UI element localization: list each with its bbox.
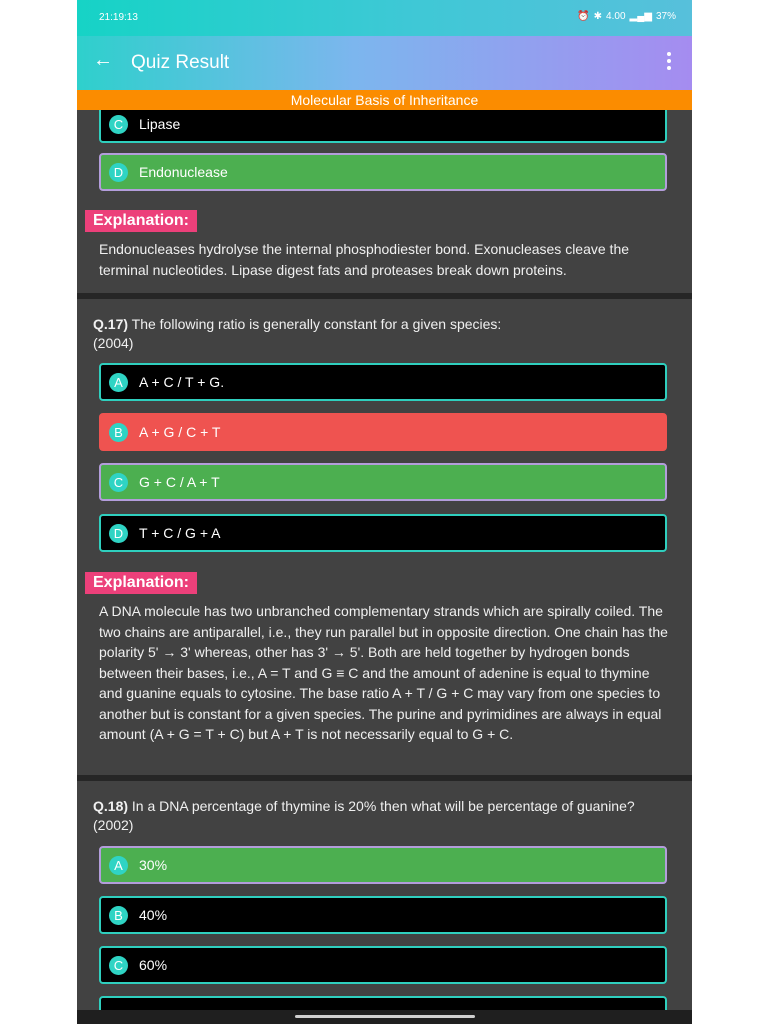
phone-screen <box>77 0 692 1024</box>
battery-level: 37% <box>655 11 676 22</box>
option-d-correct[interactable] <box>99 153 667 191</box>
option-text: Lipase <box>139 116 181 132</box>
subject-banner: Molecular Basis of Inheritance <box>77 90 692 110</box>
question-card-17 <box>77 299 692 775</box>
option-a-correct[interactable] <box>99 846 667 884</box>
question-card-16 <box>77 110 692 293</box>
option-letter: D <box>109 163 128 182</box>
option-letter: A <box>109 373 128 392</box>
option-text: 30% <box>139 857 168 873</box>
option-letter: C <box>109 473 128 492</box>
option-b[interactable] <box>99 896 667 934</box>
app-bar <box>77 36 692 90</box>
option-letter: C <box>109 115 128 134</box>
option-c[interactable] <box>99 110 667 143</box>
option-letter: C <box>109 956 128 975</box>
status-bar <box>77 0 692 36</box>
overflow-menu-icon[interactable] <box>664 50 674 74</box>
option-text: 40% <box>139 907 168 923</box>
back-arrow-icon[interactable]: ← <box>93 49 113 71</box>
home-gesture-handle[interactable] <box>295 1015 475 1018</box>
question-body: The following ratio is generally constant for a given species: <box>131 316 502 332</box>
explanation-label: Explanation: <box>85 210 197 232</box>
question-number: Q.18) <box>93 798 129 814</box>
question-body: In a DNA percentage of thymine is 20% then what will be percentage of guanine? <box>131 798 635 814</box>
option-text: G + C / A + T <box>139 474 220 490</box>
explanation-text: A DNA molecule has two unbranched complementary strands which are spirally coiled. The two chains are antiparallel, i.e., they run parallel but in opposite direction. One chain has the polarity 5' → 3' whereas, other has 3' → 5'. Both are held together by hydrogen bonds between their bases, i.e., A = T and G ≡ C and the amount of adenine is equal to thymine and guanine equals to cytosine. The base ratio A + T / G + C may vary from one species to another but is constant for a given species. The purine and pyrimidines are always in equal amount (A + G = T + C) but A + T is not necessarily equal to G + C. <box>99 603 668 742</box>
quiz-results-list[interactable] <box>77 110 692 1010</box>
question-text <box>93 797 683 835</box>
option-text: A + C / T + G. <box>139 374 225 390</box>
question-year: (2002) <box>93 817 134 833</box>
option-text: T + C / G + A <box>139 525 221 541</box>
signal-icon: ▂▄▆ <box>629 11 652 22</box>
status-time: 21:19:13 <box>99 12 138 23</box>
option-text: A + G / C + T <box>139 424 221 440</box>
explanation-text: Endonucleases hydrolyse the internal phosphodiester bond. Exonucleases cleave the terminal nucleotides. Lipase digest fats and proteases break down proteins. <box>99 241 630 278</box>
option-text: Endonuclease <box>139 164 228 180</box>
net-speed: 4.00 <box>606 11 626 22</box>
question-card-18 <box>77 781 692 1010</box>
option-a[interactable] <box>99 363 667 401</box>
option-letter: B <box>109 423 128 442</box>
option-c[interactable] <box>99 946 667 984</box>
option-b-wrong[interactable] <box>99 413 667 451</box>
option-d-partial[interactable] <box>99 996 667 1010</box>
navigation-bar <box>77 1010 692 1024</box>
option-letter: B <box>109 906 128 925</box>
status-icons <box>577 11 676 22</box>
option-text: 60% <box>139 957 168 973</box>
alarm-icon: ⏰ <box>577 11 590 22</box>
question-text <box>93 315 683 353</box>
question-year: (2004) <box>93 335 134 351</box>
option-d[interactable] <box>99 514 667 552</box>
question-number: Q.17) <box>93 316 129 332</box>
explanation-label: Explanation: <box>85 572 197 594</box>
bluetooth-icon: ✱ <box>593 11 603 22</box>
option-letter: D <box>109 524 128 543</box>
option-letter: A <box>109 856 128 875</box>
option-c-correct[interactable] <box>99 463 667 501</box>
page-title: Quiz Result <box>131 52 230 73</box>
